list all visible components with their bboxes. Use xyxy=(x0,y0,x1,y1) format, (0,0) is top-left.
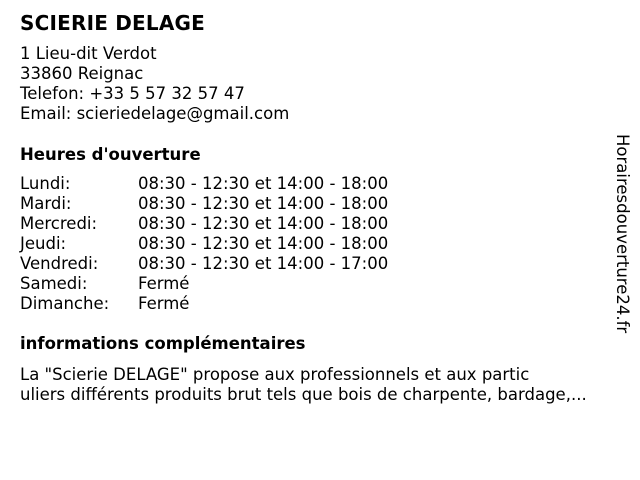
hours-row-monday xyxy=(20,174,440,194)
hours-time-value: 08:30 - 12:30 et 14:00 - 18:00 xyxy=(138,174,389,193)
opening-hours-table xyxy=(20,174,440,314)
hours-row-sunday xyxy=(20,294,440,314)
email-address: Email: scieriedelage@gmail.com xyxy=(20,104,290,123)
opening-hours-heading: Heures d'ouverture xyxy=(20,145,201,164)
hours-day-label: Mercredi: xyxy=(20,214,98,233)
hours-time-value: 08:30 - 12:30 et 14:00 - 18:00 xyxy=(138,194,389,213)
hours-day-label: Dimanche: xyxy=(20,294,110,313)
address-city: 33860 Reignac xyxy=(20,64,144,83)
hours-day-label: Lundi: xyxy=(20,174,71,193)
hours-day-label: Vendredi: xyxy=(20,254,99,273)
phone-number: Telefon: +33 5 57 32 57 47 xyxy=(20,84,245,103)
description-line: La "Scierie DELAGE" propose aux professionnels et aux partic xyxy=(20,365,530,384)
additional-info-heading: informations complémentaires xyxy=(20,334,306,353)
site-watermark xyxy=(612,134,632,344)
hours-time-value: 08:30 - 12:30 et 14:00 - 18:00 xyxy=(138,234,389,253)
hours-row-thursday xyxy=(20,234,440,254)
hours-row-friday xyxy=(20,254,440,274)
hours-day-label: Mardi: xyxy=(20,194,72,213)
hours-row-tuesday xyxy=(20,194,440,214)
business-name: SCIERIE DELAGE xyxy=(20,11,206,35)
business-contact xyxy=(20,44,289,124)
hours-time-value: Fermé xyxy=(138,274,190,293)
hours-time-value: Fermé xyxy=(138,294,190,313)
site-watermark-text: Horairesdouverture24.fr xyxy=(613,134,632,334)
business-description xyxy=(20,365,620,405)
hours-row-saturday xyxy=(20,274,440,294)
hours-time-value: 08:30 - 12:30 et 14:00 - 17:00 xyxy=(138,254,389,273)
description-line: uliers différents produits brut tels que bois de charpente, bardage,... xyxy=(20,385,587,404)
hours-row-wednesday xyxy=(20,214,440,234)
hours-day-label: Jeudi: xyxy=(20,234,67,253)
address-street: 1 Lieu-dit Verdot xyxy=(20,44,157,63)
hours-time-value: 08:30 - 12:30 et 14:00 - 18:00 xyxy=(138,214,389,233)
hours-day-label: Samedi: xyxy=(20,274,88,293)
